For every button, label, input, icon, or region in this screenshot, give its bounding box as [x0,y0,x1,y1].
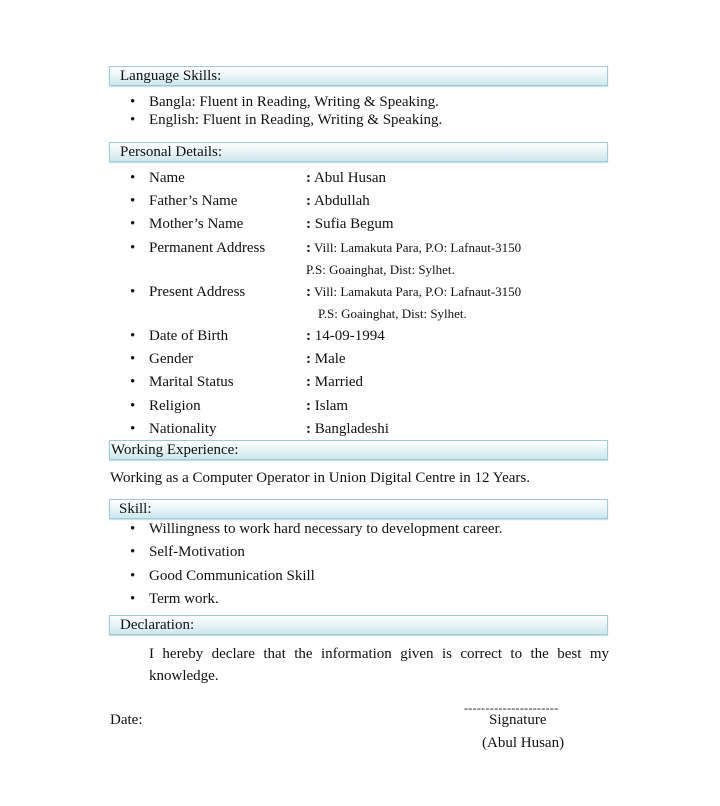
bullet-icon: • [130,544,136,560]
detail-value: : Male [306,351,346,367]
experience-text: Working as a Computer Operator in Union Digital Centre in 12 Years. [110,470,530,486]
bullet-icon: • [130,240,136,256]
section-title: Working Experience: [111,442,239,458]
section-title: Declaration: [120,617,195,633]
bullet-icon: • [130,112,136,128]
bullet-icon: • [130,94,136,110]
section-title: Skill: [119,501,152,517]
bullet-icon: • [130,591,136,607]
detail-value: : Married [306,374,364,390]
detail-label: Gender [149,351,194,367]
detail-label: Date of Birth [149,328,229,344]
skill-header [109,499,608,519]
detail-label: Nationality [149,421,217,437]
detail-label: Present Address [149,284,246,300]
bullet-icon: • [130,216,136,232]
detail-value: : Abul Husan [306,170,387,186]
detail-label: Father’s Name [149,193,238,209]
detail-label: Marital Status [149,374,234,390]
skill-item: Good Communication Skill [149,568,315,584]
declaration-line2: knowledge. [149,668,219,684]
section-title: Personal Details: [120,144,223,160]
bullet-icon: • [130,398,136,414]
skill-item: Willingness to work hard necessary to development career. [149,521,503,537]
section-title: Language Skills: [120,68,222,84]
bullet-icon: • [130,568,136,584]
detail-value: : Sufia Begum [306,216,394,232]
bullet-icon: • [130,374,136,390]
detail-label: Name [149,170,185,186]
bullet-icon: • [130,170,136,186]
date-label: Date: [110,712,143,728]
working-experience-header [109,440,608,460]
detail-value: : Bangladeshi [306,421,389,437]
skill-item: Self-Motivation [149,544,245,560]
signature-name: (Abul Husan) [482,735,565,751]
bullet-icon: • [130,421,136,437]
declaration-header [109,615,608,635]
detail-value: : Islam [306,398,349,414]
language-item: Bangla: Fluent in Reading, Writing & Speaking. [149,94,439,110]
detail-label: Religion [149,398,201,414]
detail-value: : Abdullah [306,193,370,209]
language-skills-header [109,66,608,86]
signature-label: Signature [489,712,547,728]
bullet-icon: • [130,521,136,537]
detail-value: : Vill: Lamakuta Para, P.O: Lafnaut-3150 [306,284,522,300]
bullet-icon: • [130,284,136,300]
present-address-line2: P.S: Goainghat, Dist: Sylhet. [318,306,467,321]
personal-details-header [109,142,608,162]
signature-line: ---------------------- [464,701,559,715]
skill-item: Term work. [149,591,219,607]
bullet-icon: • [130,328,136,344]
bullet-icon: • [130,193,136,209]
detail-label: Mother’s Name [149,216,244,232]
permanent-address-line2: P.S: Goainghat, Dist: Sylhet. [306,262,455,277]
bullet-icon: • [130,351,136,367]
detail-value: : Vill: Lamakuta Para, P.O: Lafnaut-3150 [306,240,522,256]
declaration-line1: I hereby declare that the information given is correct to the best my [149,646,609,662]
language-item: English: Fluent in Reading, Writing & Speaking. [149,112,443,128]
detail-value: : 14-09-1994 [306,328,385,344]
detail-label: Permanent Address [149,240,266,256]
